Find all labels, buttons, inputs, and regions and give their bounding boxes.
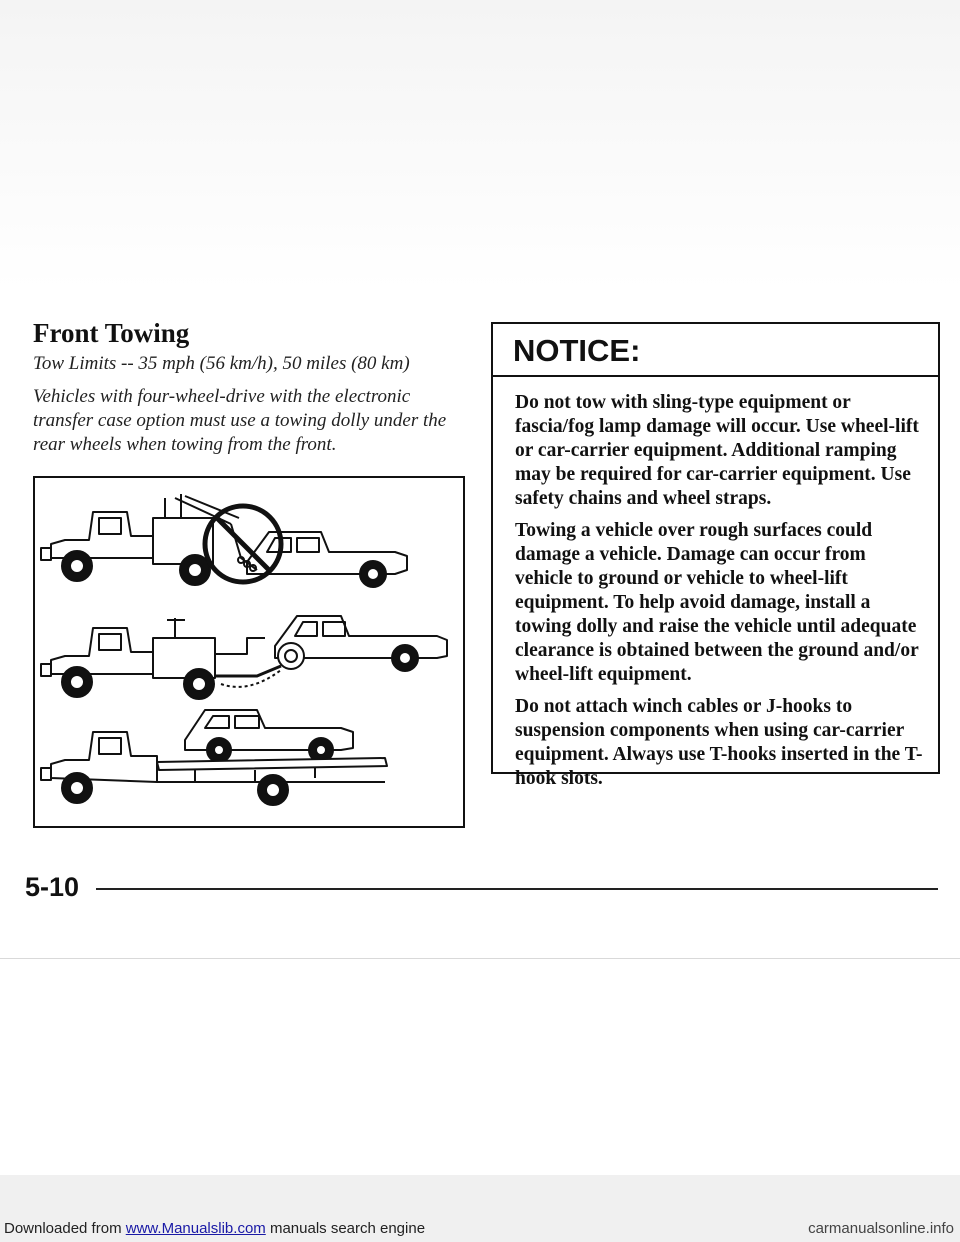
notice-paragraph-rough-surfaces: Towing a vehicle over rough surfaces could damage a vehicle. Damage can occur from vehicle to ground or vehicle to wheel-lift equipment. To help avoid damage, install a towing dolly and raise the vehicle until adequate clearance is obtained between the ground and/or wheel-lift equipment. [515, 520, 919, 685]
manualslib-link[interactable]: www.Manualslib.com [125, 1220, 266, 1237]
section-title: Front Towing [33, 318, 190, 348]
towing-methods-illustration [33, 476, 465, 828]
footer-rule [96, 888, 938, 890]
tow-limits-text: Tow Limits -- 35 mph (56 km/h), 50 miles (80 km) [33, 353, 410, 374]
notice-paragraph-hooks: Do not attach winch cables or J-hooks to suspension components when using car-carrier equipment. Always use T-hooks inserted in the T-hook slots. [515, 696, 923, 789]
site-watermark: carmanualsonline.info [808, 1220, 954, 1237]
four-wheel-drive-note: Vehicles with four-wheel-drive with the electronic transfer case option must use a towing dolly under the rear wheels when towing from the front. [33, 386, 447, 455]
sling-tow-truck [41, 494, 407, 587]
page-number: 5-10 [25, 872, 80, 902]
notice-box [491, 322, 940, 789]
scan-divider [0, 958, 960, 959]
page-top-shade [0, 0, 960, 290]
notice-body [493, 377, 938, 791]
notice-paragraph-sling: Do not tow with sling-type equipment or fascia/fog lamp damage will occur. Use wheel-lift or car-carrier equipment. Additional ramping may be required for car-carrier equipment. Use safety chains and wheel straps. [515, 392, 919, 509]
watermark-prefix: Downloaded from [4, 1220, 126, 1237]
download-watermark [4, 1220, 425, 1237]
wheel-lift-tow-truck [41, 616, 447, 699]
notice-heading: NOTICE: [493, 324, 938, 377]
car-carrier-truck [41, 710, 387, 805]
watermark-suffix: manuals search engine [265, 1220, 426, 1237]
